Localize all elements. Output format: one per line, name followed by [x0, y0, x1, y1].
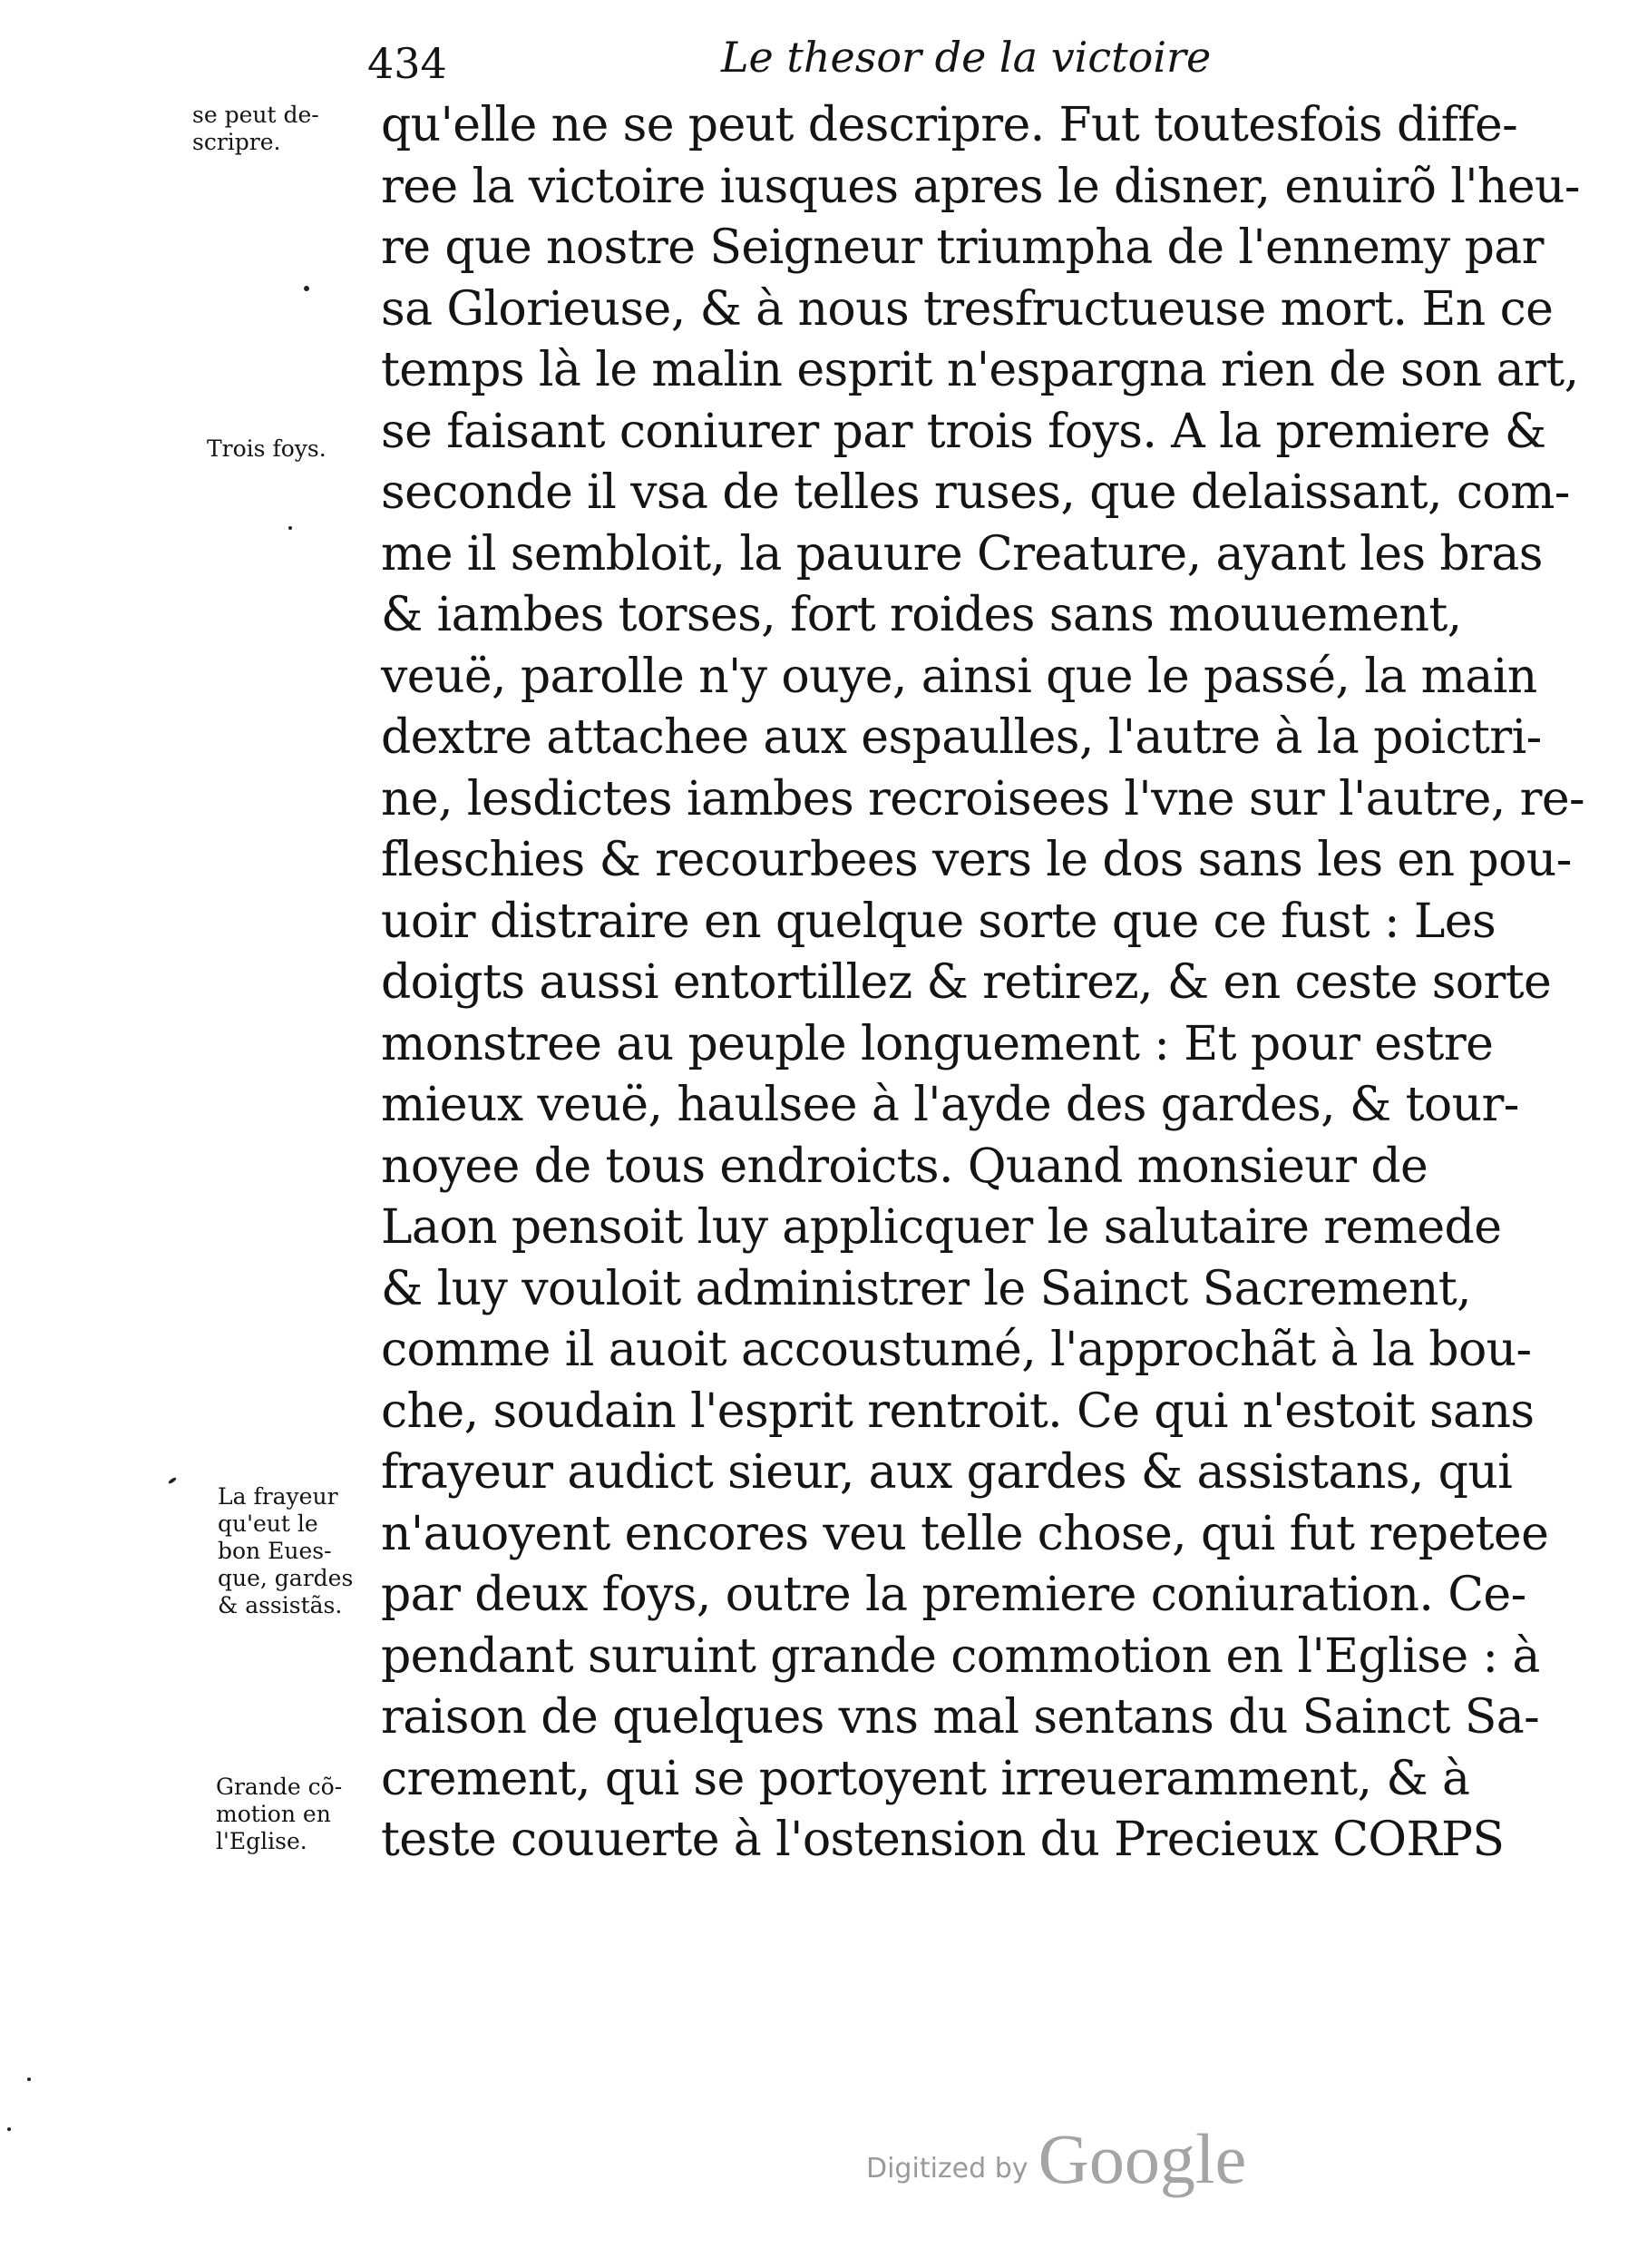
- margin-note-line: bon Eues-: [218, 1538, 332, 1564]
- text-line: fleschies & recourbees vers le dos sans les en pou-: [381, 833, 1572, 887]
- margin-note-line: se peut de-: [192, 102, 319, 128]
- text-line: crement, qui se portoyent irreueramment, & à: [381, 1751, 1470, 1806]
- text-line: pendant suruint grande commotion en l'Eglise : à: [381, 1628, 1540, 1684]
- text-line: dextre attachee aux espaulles, l'autre à la poictri-: [381, 710, 1542, 765]
- text-line: Laon pensoit luy applicquer le salutaire remede: [381, 1200, 1502, 1255]
- text-line: teste couuerte à l'ostension du Precieux CORPS: [381, 1813, 1505, 1867]
- text-line: raison de quelques vns mal sentans du Sainct Sa-: [381, 1690, 1540, 1745]
- margin-note-line: La frayeur: [218, 1483, 338, 1510]
- margin-note: [216, 1774, 342, 1855]
- text-line: che, soudain l'esprit rentroit. Ce qui n'estoit sans: [381, 1383, 1535, 1439]
- text-line: sa Glorieuse, & à nous tresfructueuse mort. En ce: [381, 281, 1554, 337]
- margin-note-line: Trois foys.: [207, 435, 327, 462]
- margin-note: [207, 435, 327, 463]
- text-line: seconde il vsa de telles ruses, que delaissant, com-: [381, 465, 1570, 520]
- margin-note-line: que, gardes: [218, 1565, 354, 1591]
- margin-note-line: scripre.: [192, 129, 281, 155]
- page-number: 434: [367, 39, 447, 88]
- body-text: [381, 95, 1585, 1872]
- text-line: ne, lesdictes iambes recroisees l'vne sur l'autre, re-: [381, 771, 1585, 826]
- text-line: se faisant coniurer par trois foys. A la premiere &: [381, 404, 1546, 459]
- text-line: monstree au peuple longuement : Et pour estre: [381, 1016, 1494, 1071]
- text-line: re que nostre Seigneur triumpha de l'ennemy par: [381, 220, 1544, 275]
- watermark-logo: Google: [1038, 2119, 1247, 2198]
- text-line: & luy vouloit administrer le Sainct Sacrement,: [381, 1261, 1471, 1316]
- text-line: temps là le malin esprit n'espargna rien de son art,: [381, 343, 1579, 397]
- text-line: par deux foys, outre la premiere coniuration. Ce-: [381, 1568, 1526, 1622]
- margin-note: [218, 1483, 353, 1619]
- ink-speck: [304, 286, 309, 291]
- text-line: qu'elle ne se peut descripre. Fut toutesfois diffe-: [381, 98, 1518, 152]
- text-line: frayeur audict sieur, aux gardes & assistans, qui: [381, 1445, 1513, 1500]
- text-line: comme il auoit accoustumé, l'approchãt à la bou-: [381, 1323, 1532, 1377]
- margin-note-line: Grande cõ-: [216, 1774, 343, 1800]
- margin-note-line: & assistãs.: [218, 1592, 343, 1618]
- text-line: me il sembloit, la pauure Creature, ayant les bras: [381, 526, 1543, 582]
- text-line: doigts aussi entortillez & retirez, & en ceste sorte: [381, 955, 1552, 1010]
- watermark-prefix: Digitized by: [866, 2153, 1028, 2185]
- margin-note-line: motion en: [216, 1801, 331, 1827]
- text-line: uoir distraire en quelque sorte que ce fust : Les: [381, 894, 1496, 949]
- ink-speck: [27, 2077, 31, 2081]
- ink-speck: [7, 2127, 11, 2131]
- running-title: Le thesor de la victoire: [721, 33, 1212, 82]
- margin-note: [192, 102, 319, 156]
- margin-note-line: qu'eut le: [218, 1510, 318, 1537]
- text-line: noyee de tous endroicts. Quand monsieur de: [381, 1139, 1428, 1194]
- digitization-watermark: [866, 2118, 1246, 2200]
- text-line: ree la victoire iusques apres le disner, enuirõ l'heu-: [381, 159, 1580, 214]
- text-line: n'auoyent encores veu telle chose, qui fut repetee: [381, 1506, 1549, 1561]
- text-line: veuë, parolle n'y ouye, ainsi que le passé, la main: [381, 649, 1537, 704]
- ink-speck: [288, 526, 292, 530]
- margin-note-line: l'Eglise.: [216, 1828, 307, 1854]
- text-line: & iambes torses, fort roides sans mouuement,: [381, 588, 1462, 642]
- margin-notes: [0, 0, 381, 2087]
- text-line: mieux veuë, haulsee à l'ayde des gardes, & tour-: [381, 1078, 1519, 1132]
